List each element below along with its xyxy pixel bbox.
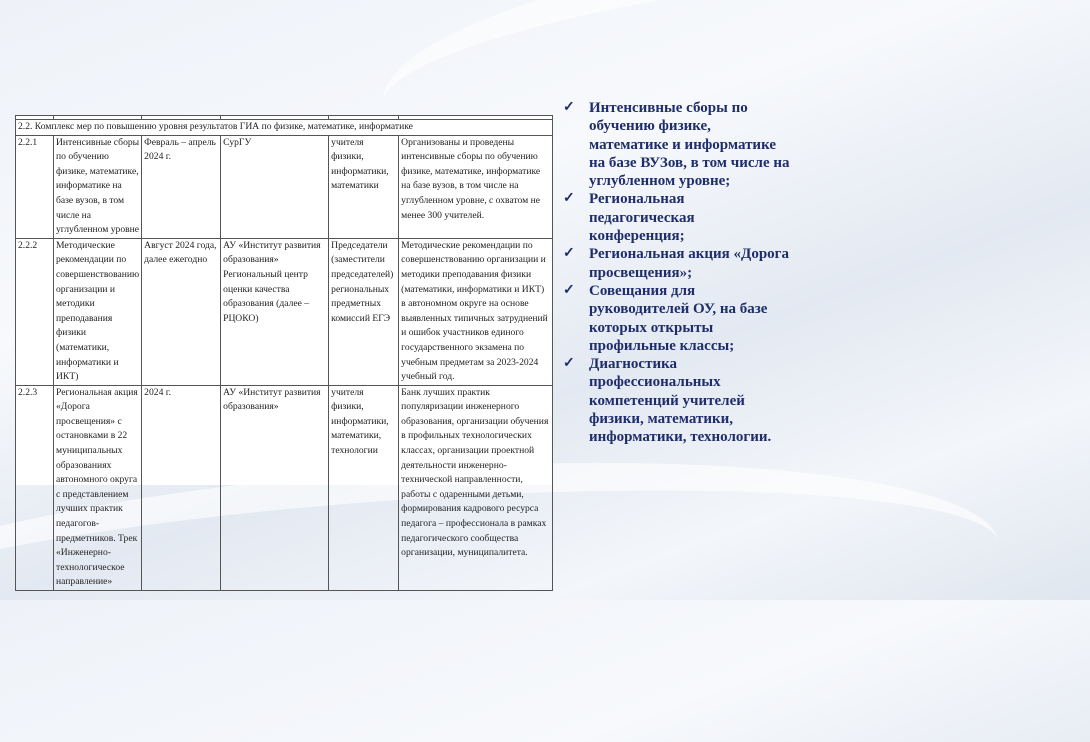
row-date: 2024 г. [142, 385, 221, 590]
row-participants: учителя физики, информатики, математики, технологии [329, 385, 399, 590]
row-title: Методические рекомендации по совершенствованию организации и методики преподавания физики (математики, информатики и ИКТ) [54, 238, 142, 385]
checkmark-icon: ✓ [563, 191, 575, 207]
row-participants: учителя физики, информатики, математики [329, 135, 399, 238]
row-title: Региональная акция «Дорога просвещения» с остановками в 22 муниципальных образованиях автономного округа с представлением лучших практик педагогов-предметников. Трек «Инженерно-технологическое направление» [54, 385, 142, 590]
row-org: АУ «Институт развития образования» Региональный центр оценки качества образования (далее – РЦОКО) [221, 238, 329, 385]
bullet-item: ✓ Диагностика профессиональных компетенций учителей физики, математики, информатики, технологии. [563, 356, 772, 446]
table-row [16, 238, 553, 385]
table-row [16, 135, 553, 238]
row-title: Интенсивные сборы по обучению физике, математике, информатике на базе вузов, в том числе на углубленном уровне [54, 135, 142, 238]
row-number: 2.2.2 [16, 238, 54, 385]
row-result: Банк лучших практик популяризации инженерного образования, организации обучения в профильных технологических классах, организации проектной деятельности инженерно-технической направленности, работы с одаренными детьми, формирования кадрового ресурса педагога – профессионала в рамках педагогического сообщества организации, муниципалитета. [399, 385, 553, 590]
checkmark-icon: ✓ [563, 100, 575, 115]
bullet-item: ✓ Совещания для руководителей ОУ, на базе которых открыты профильные классы; [563, 282, 768, 354]
row-org: СурГУ [221, 135, 329, 238]
row-date: Август 2024 года, далее ежегодно [142, 238, 221, 385]
row-number: 2.2.3 [16, 385, 54, 590]
bullet-item: ✓ Региональная акция «Дорога просвещения»; [563, 246, 789, 281]
row-org: АУ «Институт развития образования» [221, 385, 329, 590]
summary-bullet-list [563, 99, 793, 447]
checkmark-icon: ✓ [563, 246, 575, 262]
bullet-item: ✓ Интенсивные сборы по обучению физике, математике и информатике на базе ВУЗов, в том числе на углубленном уровне; [563, 100, 790, 190]
row-result: Методические рекомендации по совершенствованию организации и методики преподавания физики (математики, информатики и ИКТ) в автономном округе на основе выявленных типичных затруднений и ошибок участников единого государственного экзамена по учебным предметам за 2023-2024 учебный год. [399, 238, 553, 385]
row-result: Организованы и проведены интенсивные сборы по обучению физике, математике, информатике на базе вузов, в том числе на углубленном уровне, с охватом не менее 300 учителей. [399, 135, 553, 238]
table-row [16, 385, 553, 590]
row-participants: Председатели (заместители председателей) региональных предметных комиссий ЕГЭ [329, 238, 399, 385]
checkmark-icon: ✓ [563, 356, 575, 372]
measures-table [15, 115, 553, 588]
section-header: 2.2. Комплекс мер по повышению уровня результатов ГИА по физике, математике, информатике [16, 120, 553, 136]
bullet-item: ✓ Региональная педагогическая конференция; [563, 191, 695, 245]
row-number: 2.2.1 [16, 135, 54, 238]
row-date: Февраль – апрель 2024 г. [142, 135, 221, 238]
checkmark-icon: ✓ [563, 282, 575, 298]
